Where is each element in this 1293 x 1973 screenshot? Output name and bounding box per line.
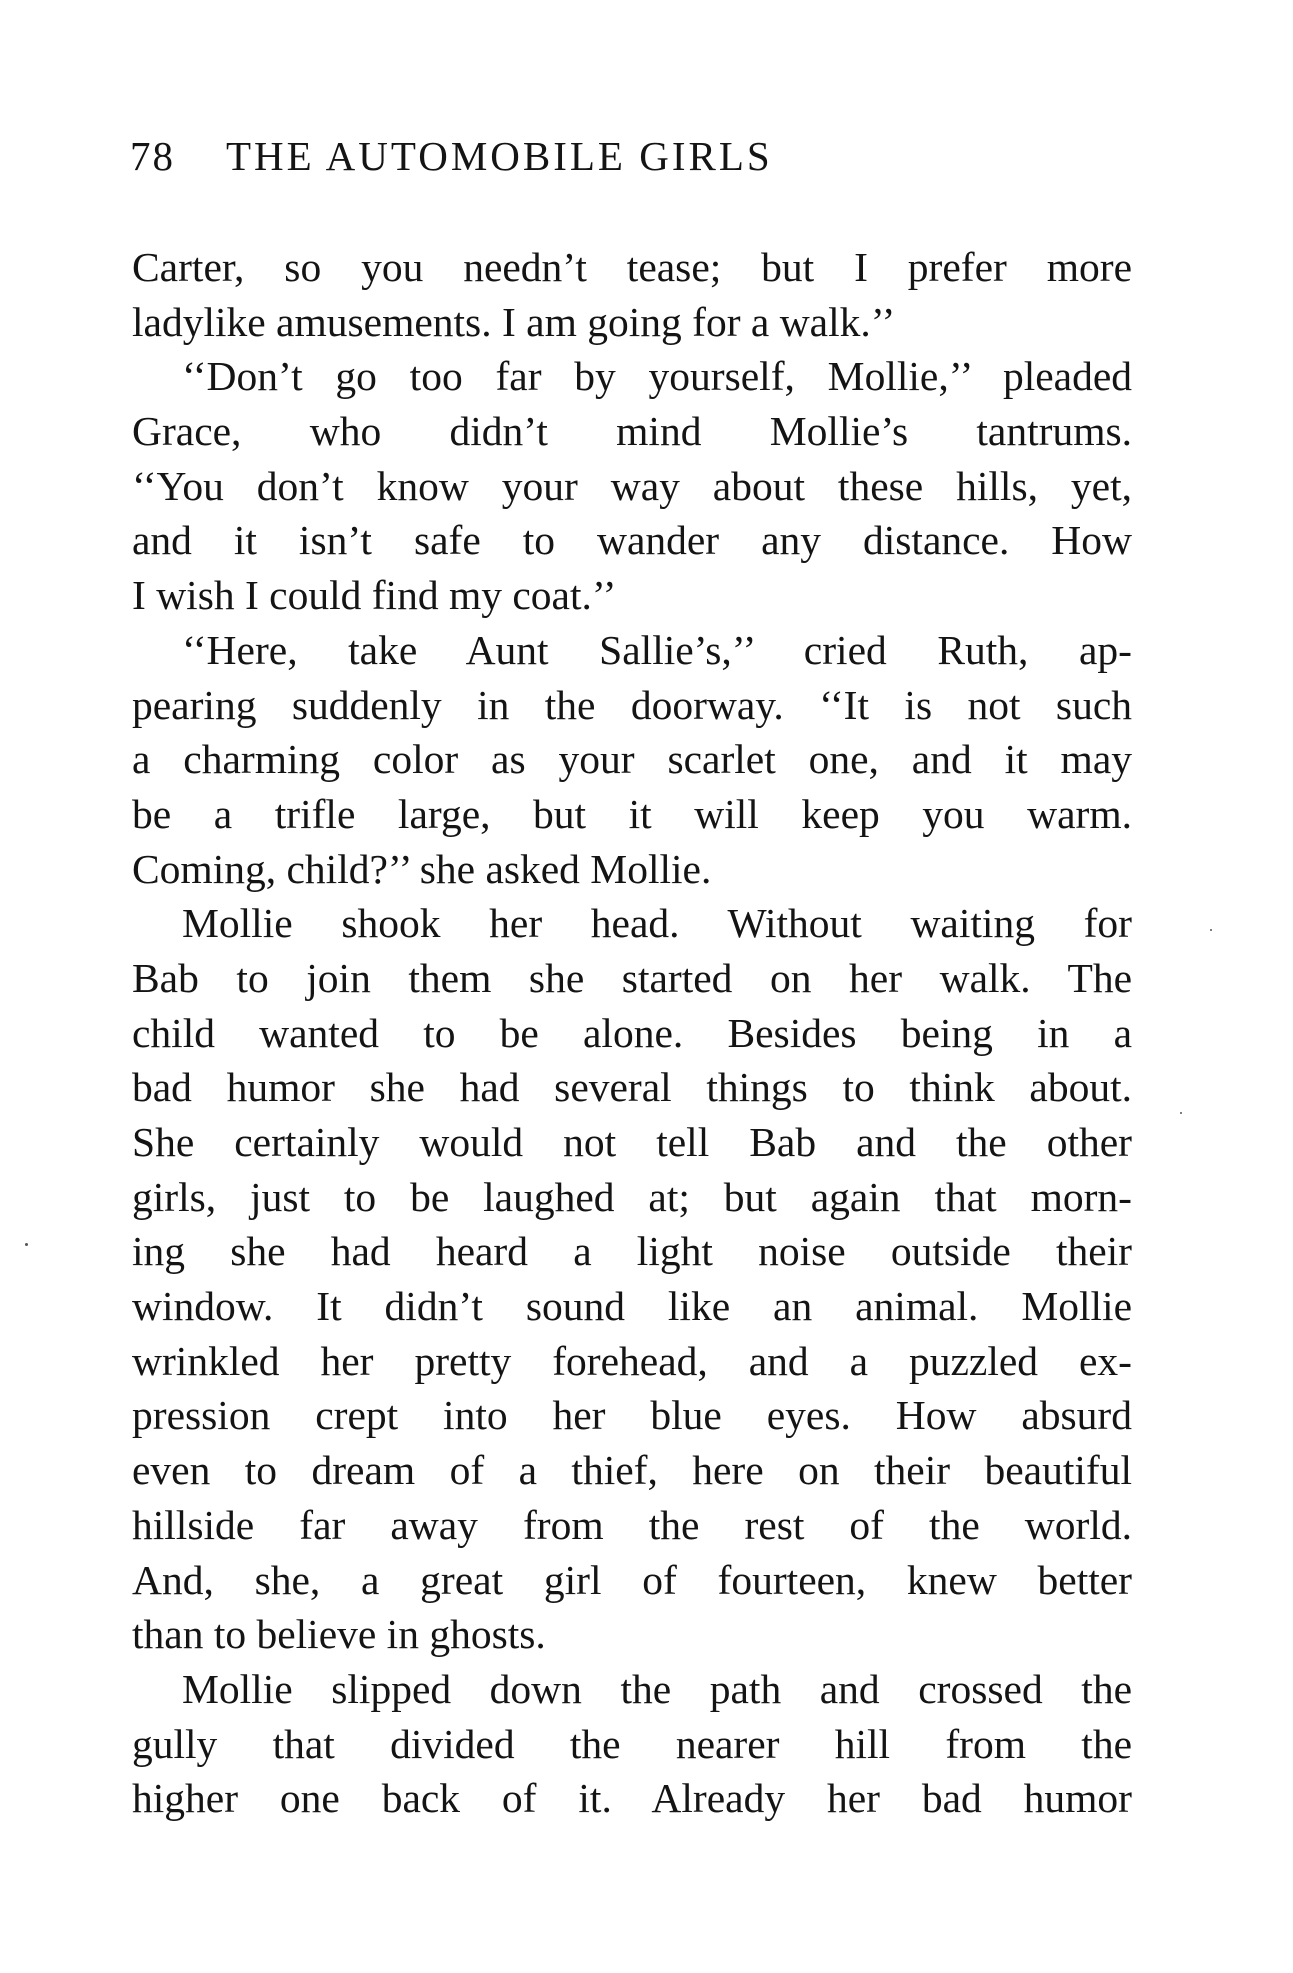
text-line: Bab to join them she started on her walk. The bbox=[132, 954, 1132, 1001]
text-line: pearing suddenly in the doorway. ‘‘It is not such bbox=[132, 681, 1132, 728]
text-line: I wish I could find my coat.’’ bbox=[132, 572, 617, 619]
text-line: Mollie slipped down the path and crossed the bbox=[182, 1665, 1132, 1712]
text-line: a charming color as your scarlet one, and it may bbox=[132, 736, 1132, 783]
running-title: THE AUTOMOBILE GIRLS bbox=[226, 133, 773, 179]
scan-speck bbox=[1210, 929, 1212, 931]
text-line: ing she had heard a light noise outside their bbox=[132, 1228, 1132, 1275]
text-line: Grace, who didn’t mind Mollie’s tantrums. bbox=[132, 408, 1132, 455]
page-number: 78 bbox=[130, 133, 175, 179]
text-line: child wanted to be alone. Besides being in a bbox=[132, 1009, 1132, 1056]
text-line: and it isn’t safe to wander any distance. How bbox=[132, 517, 1132, 564]
text-line: hillside far away from the rest of the world. bbox=[132, 1501, 1132, 1548]
text-line: ‘‘Don’t go too far by yourself, Mollie,’’ pleaded bbox=[182, 353, 1132, 400]
text-line: gully that divided the nearer hill from the bbox=[132, 1720, 1132, 1767]
text-line: even to dream of a thief, here on their beautiful bbox=[132, 1447, 1132, 1494]
text-line: ladylike amusements. I am going for a walk.’’ bbox=[132, 298, 896, 345]
body-text bbox=[132, 240, 1132, 1826]
text-line: She certainly would not tell Bab and the other bbox=[132, 1119, 1132, 1165]
text-line: girls, just to be laughed at; but again that morn- bbox=[132, 1173, 1132, 1220]
text-line: higher one back of it. Already her bad humor bbox=[132, 1775, 1132, 1822]
text-line: ‘‘You don’t know your way about these hills, yet, bbox=[132, 462, 1132, 509]
text-line: And, she, a great girl of fourteen, knew better bbox=[132, 1556, 1132, 1603]
running-head bbox=[130, 132, 1030, 180]
text-line: than to believe in ghosts. bbox=[132, 1611, 546, 1658]
text-line: wrinkled her pretty forehead, and a puzzled ex- bbox=[132, 1337, 1132, 1384]
text-line: bad humor she had several things to think about. bbox=[132, 1064, 1132, 1111]
text-line: pression crept into her blue eyes. How absurd bbox=[132, 1392, 1132, 1439]
text-line: Coming, child?’’ she asked Mollie. bbox=[132, 845, 712, 892]
text-line: window. It didn’t sound like an animal. Mollie bbox=[132, 1283, 1132, 1330]
text-line: Mollie shook her head. Without waiting for bbox=[182, 900, 1132, 947]
text-line: be a trifle large, but it will keep you warm. bbox=[132, 790, 1132, 837]
text-line: ‘‘Here, take Aunt Sallie’s,’’ cried Ruth, ap- bbox=[182, 626, 1132, 673]
scan-speck bbox=[1180, 1112, 1182, 1114]
text-line: Carter, so you needn’t tease; but I prefer more bbox=[132, 244, 1132, 290]
scan-speck bbox=[25, 1243, 28, 1246]
